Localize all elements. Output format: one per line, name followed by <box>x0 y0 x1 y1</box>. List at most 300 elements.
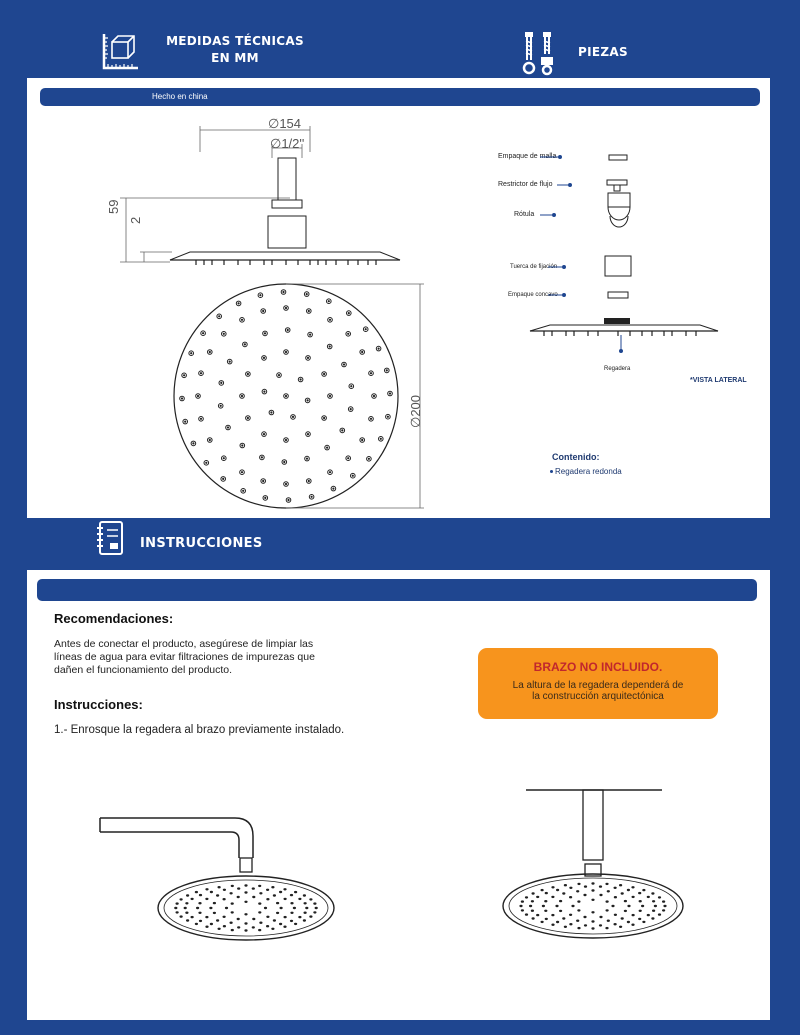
dim-pipe: ∅1/2'' <box>270 136 305 151</box>
nozzle-dot <box>556 889 559 891</box>
nozzle-center <box>373 395 374 396</box>
nozzle-dot <box>244 884 247 886</box>
nozzle-center <box>265 497 266 498</box>
nozzle-center <box>263 434 264 435</box>
nozzle-dot <box>525 896 528 898</box>
nozzle-center <box>292 416 293 417</box>
notice-title: BRAZO NO INCLUIDO. <box>533 660 663 674</box>
nozzle-dot <box>198 902 201 904</box>
nozzle-dot <box>551 914 554 916</box>
dim-plate: 2 <box>128 216 143 224</box>
parts-title: PIEZAS <box>578 45 628 59</box>
nozzle-dot <box>223 898 226 900</box>
nozzle-center <box>247 417 248 418</box>
nozzle-dot <box>284 898 287 900</box>
nozzle-center <box>342 430 343 431</box>
nozzle-dot <box>225 907 228 909</box>
part-label-shower: Regadera <box>604 366 631 372</box>
nozzle-dot <box>584 924 587 926</box>
nozzle-dot <box>198 912 201 914</box>
nozzle-dot <box>525 913 528 915</box>
nozzle-dot <box>284 916 287 918</box>
nozzle-dot <box>313 902 316 904</box>
nozzle-dot <box>611 905 614 907</box>
instructions-header: INSTRUCCIONES <box>140 536 263 551</box>
nozzle-center <box>352 475 353 476</box>
nozzle-dot <box>273 919 276 921</box>
nozzle-center <box>271 412 272 413</box>
nozzle-dot <box>607 890 610 892</box>
nozzle-center <box>185 421 186 422</box>
nozzle-dot <box>191 916 194 918</box>
part-label-mesh-gasket: Empaque de malla <box>498 153 557 160</box>
nozzle-dot <box>230 892 233 894</box>
nozzle-dot <box>577 927 580 929</box>
nozzle-dot <box>309 915 312 917</box>
nozzle-center <box>333 488 334 489</box>
nozzle-center <box>370 373 371 374</box>
nozzle-dot <box>213 902 216 904</box>
nozzle-dot <box>298 916 301 918</box>
nozzle-dot <box>199 920 202 922</box>
nozzle-dot <box>294 891 297 893</box>
dim-top-width: ∅154 <box>268 116 302 131</box>
nozzle-dot <box>627 905 630 907</box>
nozzle-center <box>285 307 286 308</box>
contents-item: Regadera redonda <box>555 467 622 476</box>
nozzle-center <box>209 351 210 352</box>
nozzle-center <box>308 310 309 311</box>
nozzle-dot <box>614 923 617 925</box>
nozzle-dot <box>252 887 255 889</box>
nozzle-dot <box>266 916 269 918</box>
nozzle-dot <box>258 929 261 931</box>
nozzle-dot <box>303 894 306 896</box>
nozzle-dot <box>555 905 558 907</box>
nozzle-center <box>219 316 220 317</box>
nozzle-dot <box>583 916 586 918</box>
nozzle-dot <box>599 916 602 918</box>
nozzle-dot <box>545 892 548 894</box>
nozzle-center <box>307 400 308 401</box>
nozzle-dot <box>231 929 234 931</box>
notice-line1: La altura de la regadera dependerá de <box>512 680 684 691</box>
side-view-drawing <box>100 112 420 272</box>
nozzle-dot <box>186 894 189 896</box>
made-in-label: Hecho en china <box>152 92 208 101</box>
nozzle-dot <box>205 898 208 900</box>
recommendations-line1: Antes de conectar el producto, asegúrese de limpiar las <box>54 638 314 650</box>
nozzle-center <box>247 373 248 374</box>
nozzle-dot <box>199 894 202 896</box>
nozzle-dot <box>631 886 634 888</box>
nozzle-dot <box>605 883 608 885</box>
nozzle-dot <box>577 909 580 911</box>
nozzle-center <box>285 483 286 484</box>
nozzle-dot <box>293 907 296 909</box>
nozzle-dot <box>591 927 594 929</box>
nozzle-dot <box>519 905 522 907</box>
nozzle-dot <box>205 888 208 890</box>
bolts-icon <box>520 30 556 76</box>
nozzle-dot <box>259 922 262 924</box>
nozzle-center <box>368 458 369 459</box>
nozzle-dot <box>642 889 645 891</box>
notebook-icon <box>95 520 125 556</box>
nozzle-dot <box>536 896 539 898</box>
nozzle-dot <box>624 900 627 902</box>
contents-bullet-icon <box>550 470 553 473</box>
nozzle-center <box>243 490 244 491</box>
nozzle-dot <box>638 892 641 894</box>
dim-height-total: 59 <box>106 199 121 214</box>
nozzle-center <box>241 395 242 396</box>
nozzle-center <box>351 386 352 387</box>
nozzle-dot <box>174 907 177 909</box>
nozzle-dot <box>185 912 188 914</box>
nozzle-center <box>370 418 371 419</box>
nozzle-dot <box>237 918 240 920</box>
nozzle-dot <box>271 928 274 930</box>
nozzle-center <box>285 395 286 396</box>
nozzle-dot <box>237 926 240 928</box>
nozzle-dot <box>231 885 234 887</box>
nozzle-center <box>261 457 262 458</box>
nozzle-center <box>378 348 379 349</box>
nozzle-dot <box>632 914 635 916</box>
nozzle-dot <box>652 910 655 912</box>
nozzle-dot <box>641 905 644 907</box>
nozzle-dot <box>591 889 594 891</box>
nozzle-center <box>184 375 185 376</box>
nozzle-dot <box>244 901 247 903</box>
notice-box <box>478 648 718 719</box>
technical-title-line1: MEDIDAS TÉCNICAS <box>166 34 304 48</box>
nozzle-center <box>389 393 390 394</box>
nozzle-dot <box>276 902 279 904</box>
nozzle-dot <box>315 907 318 909</box>
nozzle-dot <box>658 896 661 898</box>
nozzle-dot <box>521 909 524 911</box>
nozzle-center <box>350 409 351 410</box>
instruction-step-1: 1.- Enrosque la regadera al brazo previamente instalado. <box>54 724 345 736</box>
nozzle-dot <box>271 886 274 888</box>
nozzle-center <box>329 395 330 396</box>
nozzle-dot <box>259 892 262 894</box>
nozzle-dot <box>205 916 208 918</box>
nozzle-dot <box>639 910 642 912</box>
side-view-label: *VISTA LATERAL <box>690 377 747 384</box>
nozzle-dot <box>244 929 247 931</box>
nozzle-center <box>221 382 222 383</box>
nozzle-dot <box>290 894 293 896</box>
nozzle-dot <box>663 905 666 907</box>
nozzle-center <box>242 445 243 446</box>
nozzle-dot <box>210 923 213 925</box>
nozzle-dot <box>599 885 602 887</box>
nozzle-center <box>263 480 264 481</box>
nozzle-dot <box>632 896 635 898</box>
nozzle-dot <box>231 911 234 913</box>
nozzle-dot <box>627 889 630 891</box>
nozzle-center <box>191 353 192 354</box>
nozzle-center <box>329 319 330 320</box>
nozzle-dot <box>290 902 293 904</box>
nozzle-dot <box>273 894 276 896</box>
nozzle-center <box>223 478 224 479</box>
nozzle-dot <box>544 900 547 902</box>
nozzle-dot <box>290 912 293 914</box>
nozzle-dot <box>258 911 261 913</box>
nozzle-center <box>285 351 286 352</box>
nozzle-dot <box>662 909 665 911</box>
nozzle-center <box>223 458 224 459</box>
nozzle-dot <box>532 917 535 919</box>
nozzle-center <box>263 357 264 358</box>
nozzle-dot <box>186 919 189 921</box>
recommendations-title: Recomendaciones: <box>54 611 174 626</box>
nozzle-center <box>193 443 194 444</box>
nozzle-dot <box>576 920 579 922</box>
nozzle-dot <box>305 907 308 909</box>
instructions-title: Instrucciones: <box>54 697 143 712</box>
nozzle-center <box>227 427 228 428</box>
nozzle-dot <box>230 922 233 924</box>
recommendations-line2: líneas de agua para evitar filtraciones de impurezas que <box>54 651 315 663</box>
nozzle-center <box>343 364 344 365</box>
nozzle-center <box>387 416 388 417</box>
nozzle-center <box>288 499 289 500</box>
nozzle-dot <box>584 885 587 887</box>
nozzle-dot <box>258 885 261 887</box>
nozzle-center <box>260 295 261 296</box>
nozzle-dot <box>631 924 634 926</box>
nozzle-dot <box>614 896 617 898</box>
nozzle-dot <box>244 891 247 893</box>
nozzle-dot <box>213 912 216 914</box>
nozzle-dot <box>205 926 208 928</box>
nozzle-dot <box>313 911 316 913</box>
nozzle-dot <box>180 915 183 917</box>
technical-measures-title <box>150 34 320 65</box>
nozzle-dot <box>195 891 198 893</box>
nozzle-dot <box>176 902 179 904</box>
nozzle-pattern <box>180 290 393 503</box>
nozzle-dot <box>559 910 562 912</box>
nozzle-dot <box>577 883 580 885</box>
nozzle-dot <box>218 928 221 930</box>
nozzle-dot <box>662 900 665 902</box>
ceiling-arm-shower-illustration <box>490 780 690 945</box>
nozzle-dot <box>294 923 297 925</box>
nozzle-dot <box>209 907 212 909</box>
nozzle-center <box>329 346 330 347</box>
part-label-fixing-nut: Tuerca de fijación <box>510 264 558 270</box>
nozzle-dot <box>654 905 657 907</box>
nozzle-dot <box>599 924 602 926</box>
nozzle-dot <box>283 926 286 928</box>
nozzle-dot <box>542 905 545 907</box>
nozzle-dot <box>244 913 247 915</box>
nozzle-center <box>324 417 325 418</box>
nozzle-dot <box>606 900 609 902</box>
nozzle-dot <box>279 891 282 893</box>
ruler-cube-icon <box>102 32 140 70</box>
nozzle-dot <box>237 887 240 889</box>
nozzle-dot <box>619 884 622 886</box>
nozzle-dot <box>658 913 661 915</box>
nozzle-center <box>278 375 279 376</box>
nozzle-dot <box>627 921 630 923</box>
nozzle-center <box>310 334 311 335</box>
notice-line2: la construcción arquitectónica <box>532 691 664 702</box>
nozzle-center <box>311 496 312 497</box>
recommendations-text <box>54 638 374 677</box>
nozzle-dot <box>223 916 226 918</box>
nozzle-dot <box>591 899 594 901</box>
nozzle-dot <box>196 907 199 909</box>
nozzle-dot <box>298 898 301 900</box>
nozzle-dot <box>562 892 565 894</box>
nozzle-dot <box>216 919 219 921</box>
nozzle-dot <box>551 896 554 898</box>
nozzle-dot <box>559 900 562 902</box>
nozzle-center <box>362 439 363 440</box>
nozzle-dot <box>638 918 641 920</box>
nozzle-dot <box>231 902 234 904</box>
nozzle-dot <box>614 887 617 889</box>
nozzle-dot <box>544 910 547 912</box>
nozzle-dot <box>591 920 594 922</box>
nozzle-dot <box>624 910 627 912</box>
nozzle-dot <box>619 926 622 928</box>
nozzle-dot <box>607 920 610 922</box>
dim-diameter: ∅200 <box>408 394 423 428</box>
nozzle-center <box>264 391 265 392</box>
nozzle-center <box>329 472 330 473</box>
part-label-flow-restrictor: Restrictor de flujo <box>498 181 553 188</box>
nozzle-center <box>284 461 285 462</box>
nozzle-center <box>386 370 387 371</box>
nozzle-dot <box>252 918 255 920</box>
nozzle-dot <box>614 914 617 916</box>
nozzle-dot <box>541 889 544 891</box>
nozzle-center <box>362 351 363 352</box>
nozzle-dot <box>591 911 594 913</box>
contents-title: Contenido: <box>552 452 600 462</box>
nozzle-center <box>200 418 201 419</box>
nozzle-dot <box>304 912 307 914</box>
nozzle-dot <box>545 918 548 920</box>
nozzle-dot <box>252 926 255 928</box>
nozzle-dot <box>210 891 213 893</box>
technical-title-line2: EN MM <box>211 51 259 65</box>
nozzle-center <box>328 301 329 302</box>
nozzle-dot <box>276 912 279 914</box>
nozzle-dot <box>536 914 539 916</box>
nozzle-dot <box>569 923 572 925</box>
instructions-bar <box>37 579 757 601</box>
nozzle-center <box>380 438 381 439</box>
nozzle-dot <box>195 923 198 925</box>
nozzle-dot <box>562 917 565 919</box>
nozzle-dot <box>521 900 524 902</box>
nozzle-center <box>327 447 328 448</box>
wall-arm-shower-illustration <box>95 812 345 952</box>
nozzle-dot <box>266 925 269 927</box>
nozzle-dot <box>266 898 269 900</box>
nozzle-center <box>203 333 204 334</box>
nozzle-center <box>308 480 309 481</box>
nozzle-center <box>241 472 242 473</box>
nozzle-center <box>324 373 325 374</box>
nozzle-dot <box>244 922 247 924</box>
nozzle-center <box>348 313 349 314</box>
part-label-concave-gasket: Empaque concavo <box>508 292 558 298</box>
nozzle-dot <box>223 889 226 891</box>
nozzle-dot <box>621 892 624 894</box>
nozzle-dot <box>223 925 226 927</box>
nozzle-dot <box>252 896 255 898</box>
nozzle-center <box>348 333 349 334</box>
nozzle-dot <box>304 902 307 904</box>
nozzle-center <box>238 303 239 304</box>
technical-bar <box>40 88 760 106</box>
nozzle-dot <box>191 898 194 900</box>
nozzle-dot <box>531 910 534 912</box>
nozzle-dot <box>303 919 306 921</box>
nozzle-center <box>209 439 210 440</box>
nozzle-dot <box>290 920 293 922</box>
nozzle-dot <box>647 896 650 898</box>
nozzle-dot <box>529 905 532 907</box>
nozzle-center <box>181 398 182 399</box>
nozzle-center <box>283 291 284 292</box>
nozzle-center <box>285 439 286 440</box>
nozzle-dot <box>283 888 286 890</box>
nozzle-center <box>287 329 288 330</box>
nozzle-dot <box>591 882 594 884</box>
nozzle-center <box>365 329 366 330</box>
nozzle-center <box>307 357 308 358</box>
nozzle-dot <box>531 900 534 902</box>
part-label-ball-joint: Rótula <box>514 211 535 218</box>
nozzle-dot <box>606 909 609 911</box>
nozzle-dot <box>532 892 535 894</box>
nozzle-dot <box>237 896 240 898</box>
nozzle-dot <box>216 894 219 896</box>
nozzle-dot <box>642 921 645 923</box>
nozzle-dot <box>639 900 642 902</box>
nozzle-dot <box>652 900 655 902</box>
nozzle-center <box>306 294 307 295</box>
nozzle-center <box>307 434 308 435</box>
nozzle-dot <box>551 886 554 888</box>
nozzle-dot <box>564 884 567 886</box>
nozzle-dot <box>180 898 183 900</box>
nozzle-dot <box>569 896 572 898</box>
nozzle-dot <box>184 907 187 909</box>
nozzle-dot <box>264 907 267 909</box>
nozzle-dot <box>218 886 221 888</box>
nozzle-dot <box>280 907 283 909</box>
nozzle-center <box>264 333 265 334</box>
nozzle-dot <box>258 902 261 904</box>
recommendations-line3: dañen el funcionamiento del producto. <box>54 664 233 676</box>
nozzle-dot <box>266 889 269 891</box>
nozzle-dot <box>651 892 654 894</box>
nozzle-dot <box>176 911 179 913</box>
